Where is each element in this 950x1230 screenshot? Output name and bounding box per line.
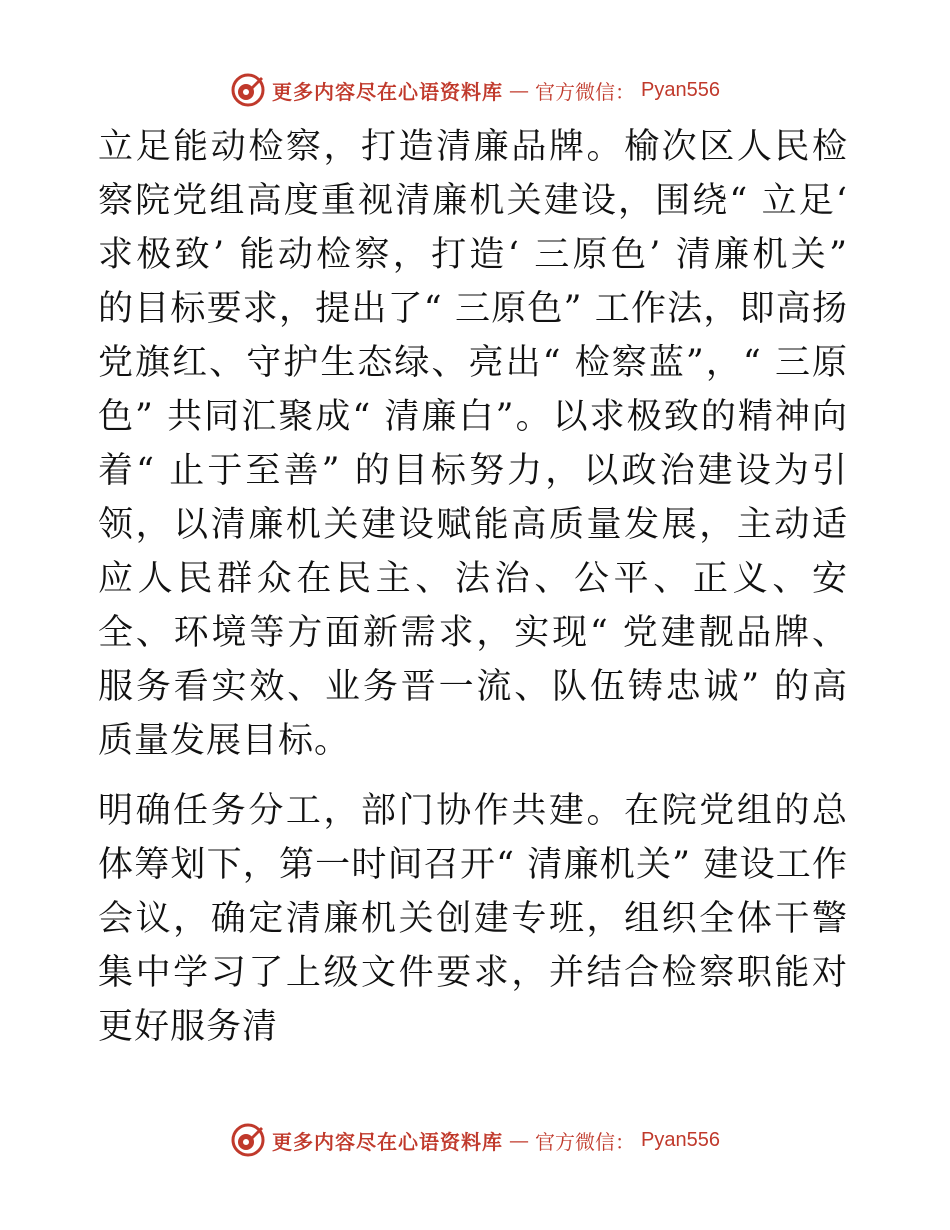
watermark-main-text: 更多内容尽在心语资料库 bbox=[272, 79, 504, 104]
pen-logo-icon bbox=[230, 72, 266, 108]
paragraph-1: 立足能动检察，打造清廉品牌。榆次区人民检察院党组高度重视清廉机关建设，围绕“ 立足‘ 求极致’ 能动检察，打造‘ 三原色’ 清廉机关” 的目标要求，提出了“ 三原色” 工作法，即高扬党旗红、守护生态绿、亮出“ 检察蓝”，“ 三原色” 共同汇聚成“ 清廉白”。以求极致的精神向着“ 止于至善” 的目标努力，以政治建设为引领，以清廉机关建设赋能高质量发展，主动适应人民群众在民主、法治、公平、正义、安全、环境等方面新需求，实现“ 党建靓品牌、服务看实效、业务晋一流、队伍铸忠诚” 的高质量发展目标。 bbox=[98, 127, 848, 761]
watermark-dash: — bbox=[509, 78, 530, 102]
watermark-id-text: Pyan556 bbox=[641, 1128, 720, 1151]
footer-watermark bbox=[0, 1120, 950, 1160]
watermark-sub-text: 官方微信： bbox=[535, 79, 636, 104]
document-body bbox=[98, 120, 848, 1054]
watermark-main-text: 更多内容尽在心语资料库 bbox=[272, 1129, 504, 1154]
watermark-id-text: Pyan556 bbox=[641, 78, 720, 101]
pen-logo-icon bbox=[230, 1122, 266, 1158]
watermark-sub-text: 官方微信： bbox=[535, 1129, 636, 1154]
paragraph-2: 明确任务分工，部门协作共建。在院党组的总体筹划下，第一时间召开“ 清廉机关” 建设工作会议，确定清廉机关创建专班，组织全体干警集中学习了上级文件要求，并结合检察职能对更好服务清 bbox=[98, 791, 848, 1047]
watermark-dash: — bbox=[509, 1128, 530, 1152]
header-watermark bbox=[0, 70, 950, 110]
